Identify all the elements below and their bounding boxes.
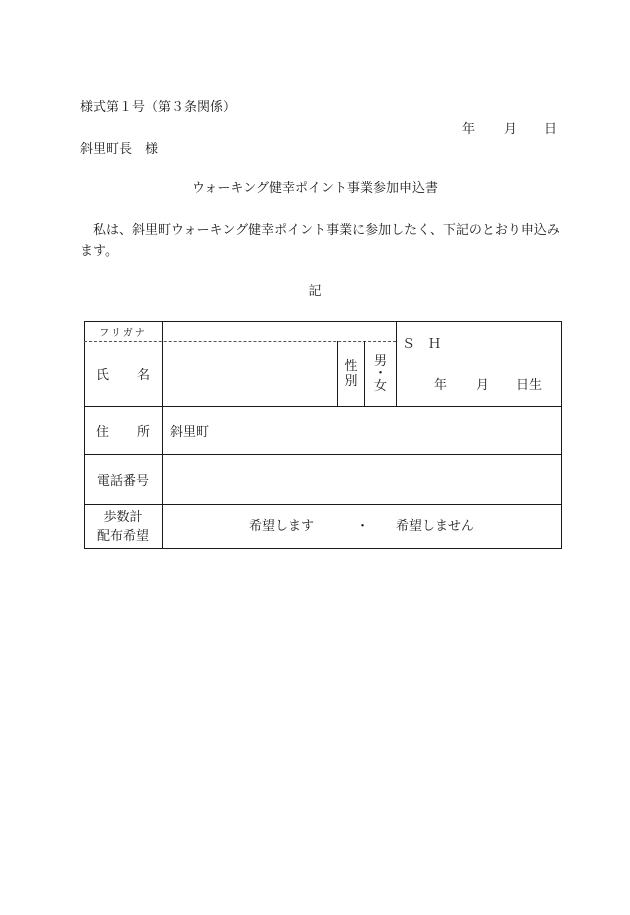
birth-month-label: 月 (476, 378, 490, 393)
date-year-label: 年 (462, 122, 476, 137)
document-title: ウォーキング健幸ポイント事業参加申込書 (191, 181, 439, 196)
name-label-first: 氏 (95, 368, 109, 383)
birth-column-divider (396, 321, 397, 407)
gender-label-first: 性 (344, 358, 358, 374)
body-paragraph: 私は、斜里町ウォーキング健幸ポイント事業に参加したく、下記のとおり申込みます。 (80, 223, 560, 259)
date-day-label: 日 (544, 122, 558, 137)
pedometer-label-first: 歩数計 (103, 509, 143, 525)
birth-day-label: 日生 (516, 378, 543, 393)
gender-options[interactable] (365, 341, 396, 406)
pedometer-label (84, 505, 162, 548)
name-input[interactable] (163, 341, 337, 406)
addressee: 斜里町長 様 (80, 142, 159, 157)
name-label-second: 名 (137, 368, 151, 383)
gender-label-second: 別 (344, 373, 358, 389)
gender-male-option[interactable]: 男 (373, 353, 387, 369)
pedometer-option-no[interactable]: 希望しません (396, 519, 475, 534)
phone-input[interactable] (163, 455, 561, 504)
form-number: 様式第１号（第３条関係） (80, 100, 237, 115)
furigana-label: フリガナ (99, 327, 147, 339)
gender-dot: ・ (373, 365, 387, 381)
address-input[interactable]: 斜里町 (170, 425, 210, 440)
phone-label: 電話番号 (96, 474, 149, 489)
address-label (84, 407, 162, 454)
address-label-second: 所 (137, 425, 151, 440)
address-label-first: 住 (95, 425, 109, 440)
name-label (84, 341, 162, 406)
pedometer-option-yes[interactable]: 希望します (249, 519, 315, 534)
birth-year-label: 年 (434, 378, 448, 393)
gender-female-option[interactable]: 女 (373, 378, 387, 394)
gender-label (338, 341, 364, 406)
application-form-table (84, 321, 562, 549)
table-border-right (561, 321, 562, 549)
pedometer-option-separator: ・ (356, 519, 370, 534)
table-border-bottom (84, 548, 562, 549)
date-month-label: 月 (504, 122, 518, 137)
ki-heading: 記 (308, 284, 322, 299)
birth-era-options[interactable]: Ｓ Ｈ (402, 337, 442, 352)
furigana-input[interactable] (163, 321, 396, 341)
pedometer-label-second: 配布希望 (96, 528, 149, 544)
